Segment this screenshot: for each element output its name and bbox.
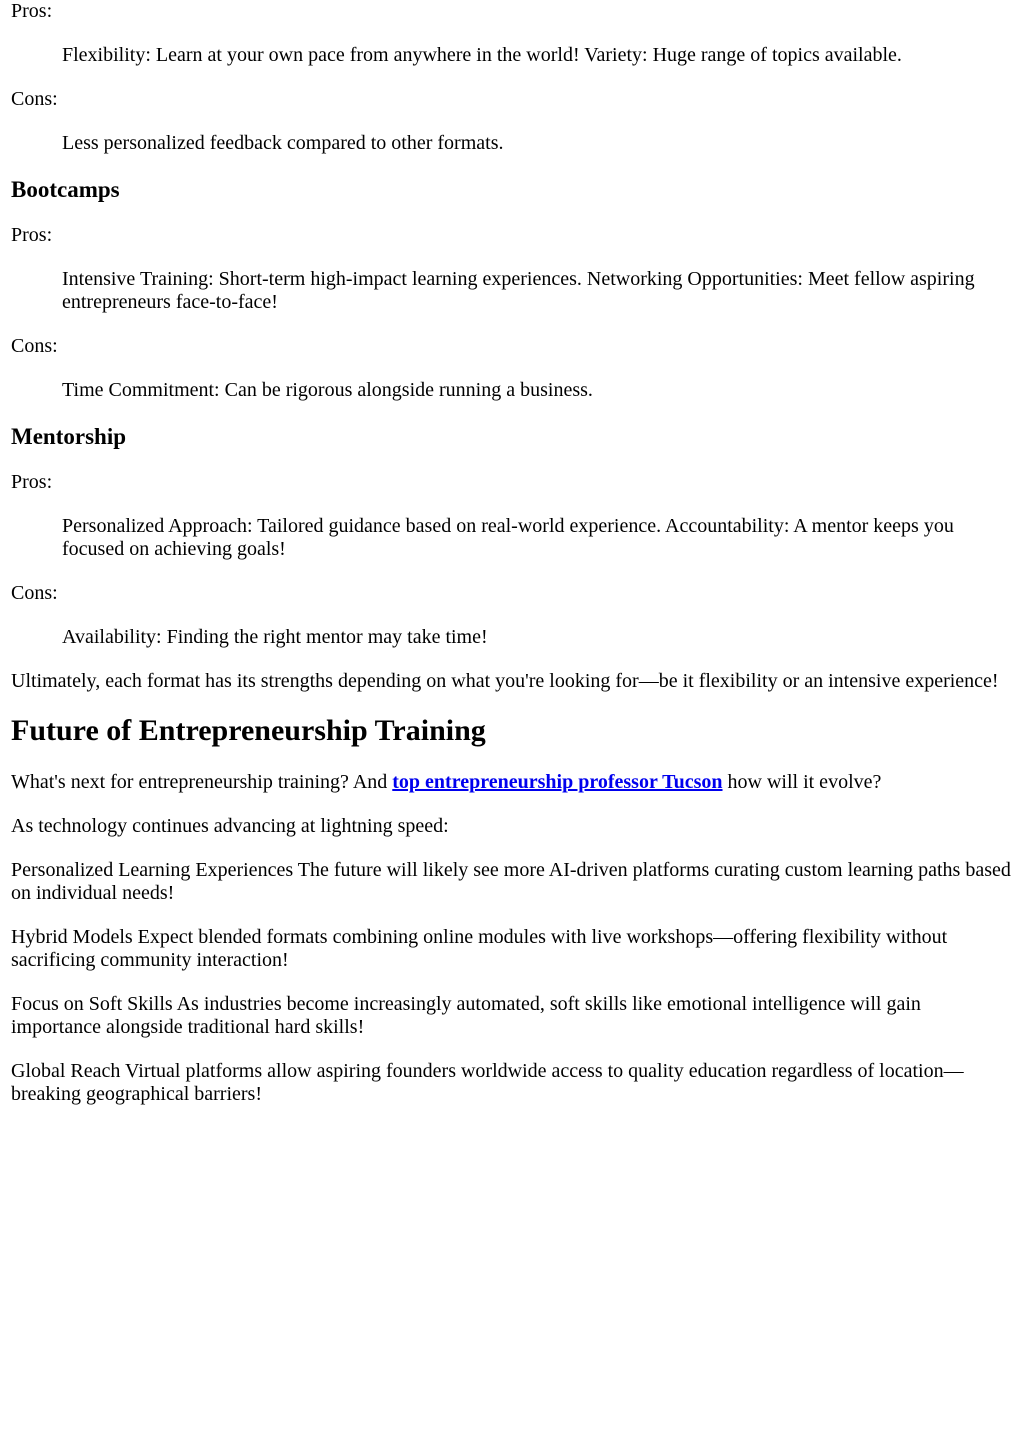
mentorship-heading: Mentorship	[11, 424, 126, 449]
conclusion-paragraph: Ultimately, each format has its strengths depending on what you're looking for—be it flexibility or an intensive experience!	[11, 670, 999, 692]
mentorship-cons-text: Availability: Finding the right mentor may take time!	[62, 626, 488, 648]
future-point-soft-skills: Focus on Soft Skills As industries become increasingly automated, soft skills like emotional intelligence will gain importance alongside traditional hard skills!	[11, 993, 921, 1038]
future-point-hybrid: Hybrid Models Expect blended formats combining online modules with live workshops—offering flexibility without sacrificing community interaction!	[11, 926, 948, 971]
online-pros-label: Pros:	[11, 0, 53, 22]
future-heading: Future of Entrepreneurship Training	[11, 714, 486, 747]
online-cons-text: Less personalized feedback compared to other formats.	[62, 132, 504, 154]
future-point-global-reach: Global Reach Virtual platforms allow aspiring founders worldwide access to quality education regardless of location—breaking geographical barriers!	[11, 1060, 964, 1105]
future-point-personalized: Personalized Learning Experiences The future will likely see more AI-driven platforms curating custom learning paths based on individual needs!	[11, 859, 1011, 904]
mentorship-pros-label: Pros:	[11, 471, 53, 493]
online-cons-label: Cons:	[11, 88, 58, 110]
mentorship-cons-label: Cons:	[11, 582, 58, 604]
future-intro-before: What's next for entrepreneurship training? And	[11, 771, 393, 793]
future-intro-after: how will it evolve?	[722, 771, 882, 793]
mentorship-pros-text: Personalized Approach: Tailored guidance based on real-world experience. Accountability: A mentor keeps you focused on achieving goals!	[62, 515, 954, 560]
bootcamps-cons-label: Cons:	[11, 335, 58, 357]
future-intro-paragraph	[11, 771, 1013, 794]
bootcamps-pros-label: Pros:	[11, 224, 53, 246]
bootcamps-heading: Bootcamps	[11, 177, 120, 202]
online-pros-text: Flexibility: Learn at your own pace from anywhere in the world! Variety: Huge range of topics available.	[62, 44, 902, 66]
professor-tucson-link[interactable]: top entrepreneurship professor Tucson	[392, 771, 723, 793]
technology-line: As technology continues advancing at lightning speed:	[11, 815, 449, 837]
bootcamps-cons-text: Time Commitment: Can be rigorous alongside running a business.	[62, 379, 593, 401]
bootcamps-pros-text: Intensive Training: Short-term high-impact learning experiences. Networking Opportunities: Meet fellow aspiring entrepreneurs face-to-face!	[62, 268, 975, 313]
